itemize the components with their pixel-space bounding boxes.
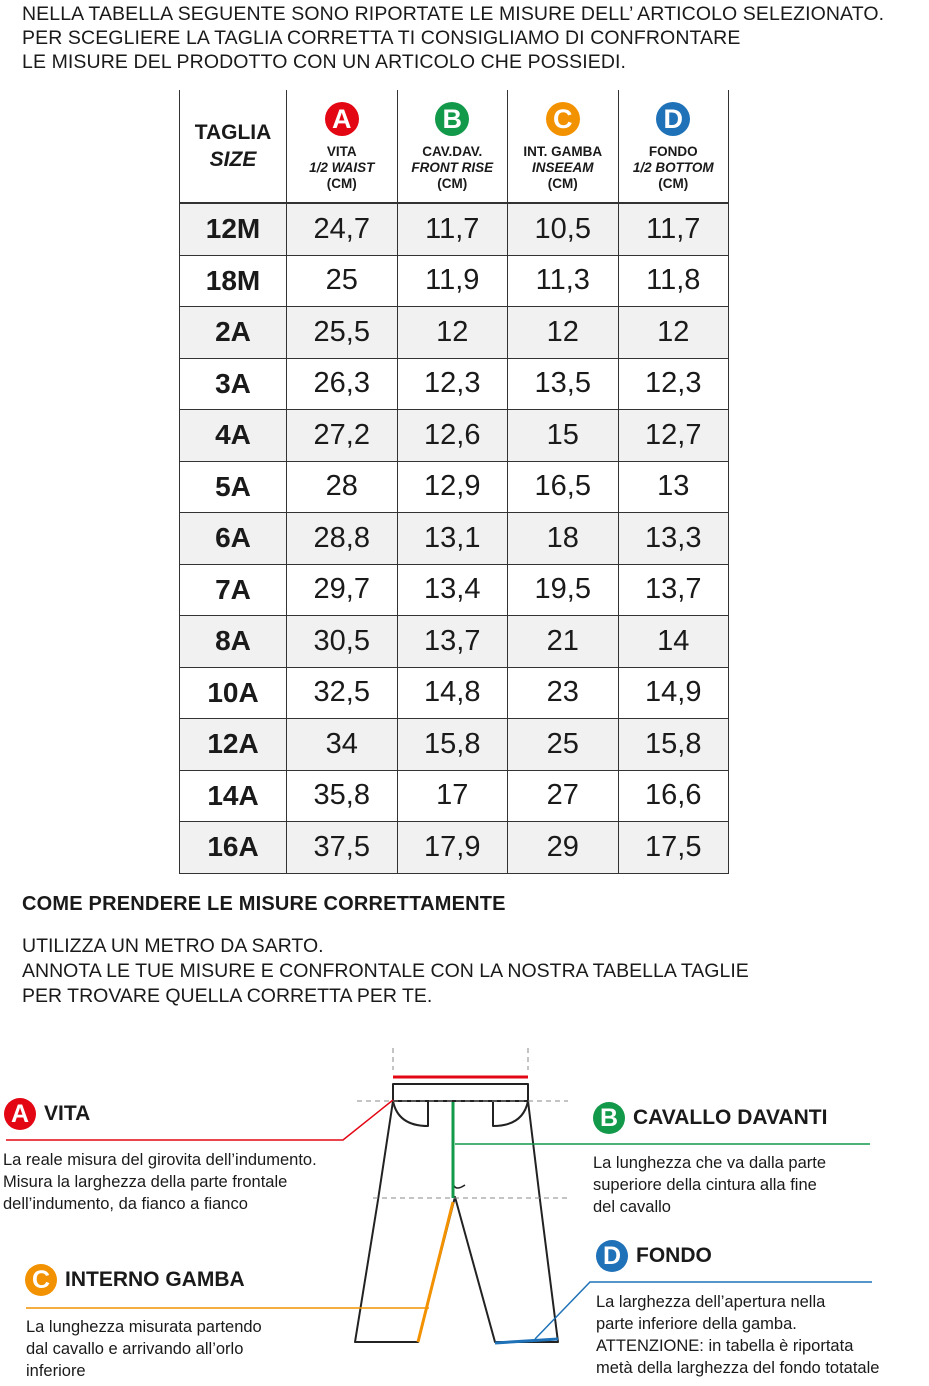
- intro-line: NELLA TABELLA SEGUENTE SONO RIPORTATE LE MISURE DELL’ ARTICOLO SELEZIONATO.: [22, 3, 885, 25]
- badge-c-icon: C: [25, 1264, 57, 1296]
- legend-title: CAVALLO DAVANTI: [633, 1106, 828, 1129]
- measure-cell: 14,8: [397, 667, 508, 719]
- badge-b-icon: B: [593, 1102, 625, 1134]
- column-unit: (CM): [437, 176, 468, 191]
- table-row: [180, 564, 729, 616]
- size-table: [179, 90, 729, 874]
- size-cell: 18M: [180, 255, 287, 307]
- measure-cell: 13,4: [397, 564, 508, 616]
- legend-vita: [4, 1098, 90, 1130]
- table-row: [180, 719, 729, 771]
- measure-cell: 12,6: [397, 410, 508, 462]
- table-row: [180, 461, 729, 513]
- column-header-d: [618, 90, 729, 203]
- measure-cell: 37,5: [287, 822, 398, 874]
- measure-cell: 24,7: [287, 203, 398, 255]
- measure-cell: 19,5: [508, 564, 619, 616]
- column-header-a: [287, 90, 398, 203]
- measure-cell: 11,7: [618, 203, 729, 255]
- measure-cell: 10,5: [508, 203, 619, 255]
- measure-cell: 17: [397, 770, 508, 822]
- table-row: [180, 513, 729, 565]
- measure-cell: 13,7: [397, 616, 508, 668]
- badge-b-icon: B: [435, 102, 469, 136]
- badge-a-icon: A: [325, 102, 359, 136]
- size-cell: 5A: [180, 461, 287, 513]
- measure-cell: 13,5: [508, 358, 619, 410]
- size-cell: 4A: [180, 410, 287, 462]
- measure-cell: 30,5: [287, 616, 398, 668]
- how-line: PER TROVARE QUELLA CORRETTA PER TE.: [22, 985, 433, 1007]
- table-row: [180, 667, 729, 719]
- size-cell: 12M: [180, 203, 287, 255]
- size-cell: 10A: [180, 667, 287, 719]
- measure-cell: 18: [508, 513, 619, 565]
- measure-cell: 12,7: [618, 410, 729, 462]
- legend-title: INTERNO GAMBA: [65, 1268, 245, 1291]
- measure-cell: 16,5: [508, 461, 619, 513]
- legend-interno-gamba: [25, 1264, 245, 1296]
- column-subname: 1/2 WAIST: [309, 160, 375, 175]
- table-row: [180, 822, 729, 874]
- measure-cell: 28: [287, 461, 398, 513]
- column-unit: (CM): [658, 176, 689, 191]
- legend-fondo-description: La larghezza dell’apertura nella parte inferiore della gamba. ATTENZIONE: in tabella è riportata metà della larghezza del fondo totatale: [596, 1293, 880, 1377]
- measure-cell: 25,5: [287, 307, 398, 359]
- size-cell: 6A: [180, 513, 287, 565]
- measure-cell: 27,2: [287, 410, 398, 462]
- column-subname: 1/2 BOTTOM: [632, 160, 714, 175]
- inseam-measure-line: [418, 1202, 453, 1342]
- measure-cell: 25: [287, 255, 398, 307]
- legend-vita-description: La reale misura del girovita dell’indumento. Misura la larghezza della parte frontale dell’indumento, da fianco a fianco: [3, 1151, 317, 1213]
- measure-cell: 11,7: [397, 203, 508, 255]
- size-cell: 7A: [180, 564, 287, 616]
- table-row: [180, 307, 729, 359]
- measure-cell: 12,3: [397, 358, 508, 410]
- measurement-diagram: [0, 1040, 929, 1386]
- legend-cavallo: [593, 1102, 827, 1134]
- measure-cell: 12: [618, 307, 729, 359]
- measure-cell: 13,1: [397, 513, 508, 565]
- measure-cell: 35,8: [287, 770, 398, 822]
- measure-cell: 23: [508, 667, 619, 719]
- column-header-c: [508, 90, 619, 203]
- legend-title: VITA: [44, 1102, 91, 1125]
- intro-line: LE MISURE DEL PRODOTTO CON UN ARTICOLO CHE POSSIEDI.: [22, 51, 627, 73]
- intro-text: [22, 2, 884, 74]
- size-cell: 16A: [180, 822, 287, 874]
- table-row: [180, 203, 729, 255]
- measure-cell: 11,9: [397, 255, 508, 307]
- measure-cell: 32,5: [287, 667, 398, 719]
- legend-title: FONDO: [636, 1244, 712, 1267]
- size-header-sublabel: SIZE: [209, 148, 257, 171]
- legend-interno-gamba-description: La lunghezza misurata partendo dal cavallo e arrivando all’orlo inferiore: [26, 1318, 262, 1380]
- legend-cavallo-description: La lunghezza che va dalla parte superiore della cintura alla fine del cavallo: [593, 1154, 826, 1216]
- table-header-row: [180, 90, 729, 203]
- column-name: VITA: [326, 144, 357, 159]
- measure-cell: 34: [287, 719, 398, 771]
- table-row: [180, 410, 729, 462]
- column-name: INT. GAMBA: [523, 144, 603, 159]
- size-cell: 3A: [180, 358, 287, 410]
- measure-cell: 28,8: [287, 513, 398, 565]
- legend-fondo: [596, 1240, 712, 1272]
- measure-cell: 12: [508, 307, 619, 359]
- column-name: FONDO: [648, 144, 698, 159]
- measure-cell: 29,7: [287, 564, 398, 616]
- badge-c-icon: C: [546, 102, 580, 136]
- column-subname: INSEEAM: [531, 160, 594, 175]
- measure-cell: 15,8: [397, 719, 508, 771]
- column-name: CAV.DAV.: [422, 144, 483, 159]
- measure-cell: 12,3: [618, 358, 729, 410]
- measure-cell: 25: [508, 719, 619, 771]
- table-row: [180, 616, 729, 668]
- size-cell: 8A: [180, 616, 287, 668]
- column-header-b: [397, 90, 508, 203]
- size-header-label: TAGLIA: [194, 121, 272, 144]
- badge-d-icon: D: [656, 102, 690, 136]
- column-unit: (CM): [547, 176, 578, 191]
- trousers-outline: [355, 1101, 558, 1342]
- size-cell: 14A: [180, 770, 287, 822]
- badge-d-icon: D: [596, 1240, 628, 1272]
- table-row: [180, 255, 729, 307]
- measure-cell: 15: [508, 410, 619, 462]
- table-row: [180, 770, 729, 822]
- how-to-measure-text: [22, 934, 749, 1009]
- size-cell: 2A: [180, 307, 287, 359]
- intro-line: PER SCEGLIERE LA TAGLIA CORRETTA TI CONSIGLIAMO DI CONFRONTARE: [22, 27, 741, 49]
- column-subname: FRONT RISE: [411, 160, 494, 175]
- size-cell: 12A: [180, 719, 287, 771]
- measure-cell: 13,7: [618, 564, 729, 616]
- measure-cell: 17,9: [397, 822, 508, 874]
- measure-cell: 13: [618, 461, 729, 513]
- how-line: ANNOTA LE TUE MISURE E CONFRONTALE CON LA NOSTRA TABELLA TAGLIE: [22, 960, 749, 982]
- badge-a-icon: A: [4, 1098, 36, 1130]
- measure-cell: 21: [508, 616, 619, 668]
- measure-cell: 13,3: [618, 513, 729, 565]
- measure-cell: 17,5: [618, 822, 729, 874]
- measure-cell: 14: [618, 616, 729, 668]
- measure-cell: 26,3: [287, 358, 398, 410]
- measure-cell: 12: [397, 307, 508, 359]
- measure-cell: 15,8: [618, 719, 729, 771]
- column-unit: (CM): [326, 176, 357, 191]
- measure-cell: 12,9: [397, 461, 508, 513]
- waistband-shape: [393, 1084, 528, 1101]
- measure-cell: 11,8: [618, 255, 729, 307]
- size-column-header: [180, 90, 287, 203]
- how-to-measure-title: COME PRENDERE LE MISURE CORRETTAMENTE: [22, 893, 506, 915]
- table-row: [180, 358, 729, 410]
- how-line: UTILIZZA UN METRO DA SARTO.: [22, 935, 324, 957]
- measure-cell: 14,9: [618, 667, 729, 719]
- measure-cell: 11,3: [508, 255, 619, 307]
- measure-cell: 27: [508, 770, 619, 822]
- measure-cell: 29: [508, 822, 619, 874]
- measure-cell: 16,6: [618, 770, 729, 822]
